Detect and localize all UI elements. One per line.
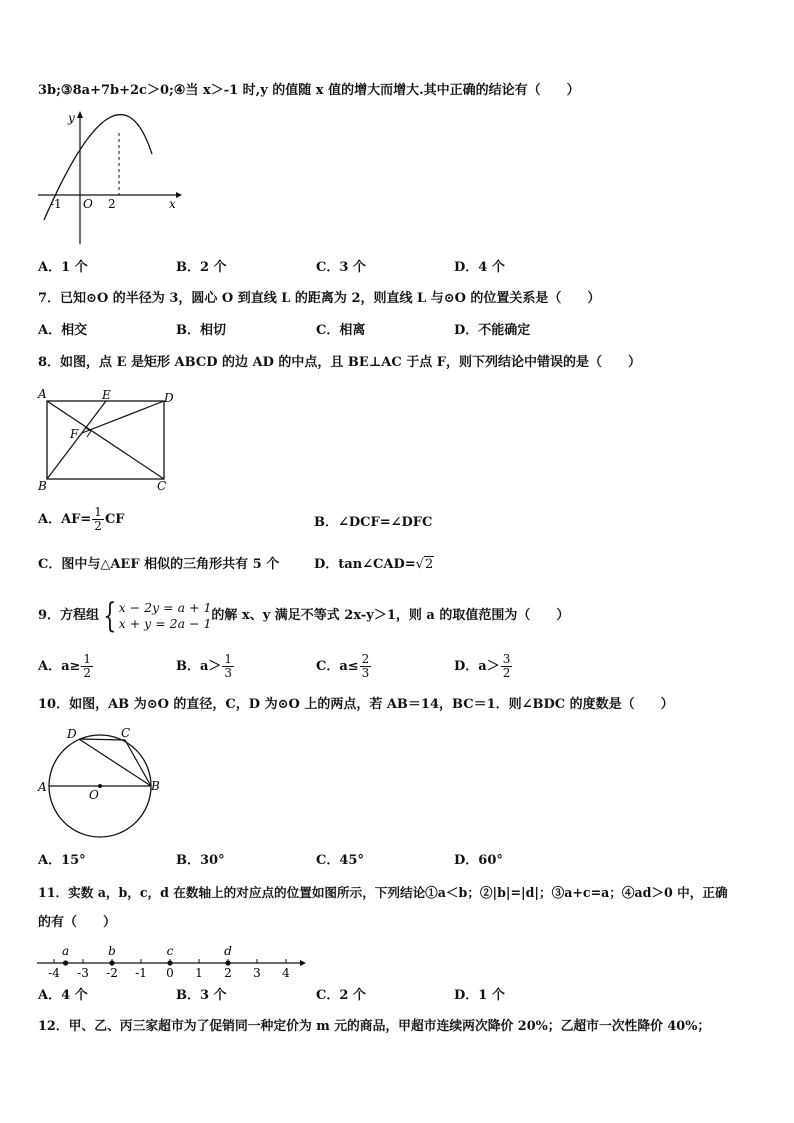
label-c: C [121, 726, 131, 740]
q8-option-c: C．图中与△AEF 相似的三角形共有 5 个 [38, 557, 280, 572]
number-line-tick-label: -4 [48, 966, 60, 980]
number-line-tick-label: -2 [106, 966, 118, 980]
q7-option-c: C．相离 [316, 323, 366, 338]
x-axis-arrow [176, 192, 182, 198]
label-e: E [102, 388, 111, 402]
neg1-label: -1 [50, 197, 62, 211]
q6-option-b: B．2 个 [176, 260, 227, 275]
number-line-tick-label: -1 [135, 966, 147, 980]
q9-option-c: C．a≤ $\frac{2}{3}$ [316, 652, 370, 680]
number-line-point-label-c: c [166, 944, 174, 958]
number-line-point-c [167, 960, 172, 965]
q10-text: 10．如图，AB 为⊙O 的直径，C，D 为⊙O 上的两点，若 AB＝14，BC＝1．则∠BDC 的度数是（ ） [38, 697, 674, 712]
number-line-tick-label: 4 [282, 966, 290, 980]
number-line-point-label-d: d [224, 944, 232, 958]
q11-option-c: C．2 个 [316, 988, 366, 1003]
q9-text: 9．方程组 { x − 2y = a + 1 x + y = 2a − 1 的解 x、y 满足不等式 2x-y＞1，则 a 的取值范围为（ ） [38, 595, 570, 636]
chord-cb [125, 740, 151, 786]
q8-option-d: D．tan∠CAD=√2 [314, 557, 434, 572]
q9-option-b: B．a＞ $\frac{1}{3}$ [176, 652, 233, 680]
x-label: x [169, 197, 176, 211]
q6-parabola-graph [36, 108, 186, 248]
q8-rectangle-figure [36, 386, 176, 494]
label-b: B [38, 479, 47, 493]
q7-option-b: B．相切 [176, 323, 226, 338]
q6-text: 3b;③8a+7b+2c＞0;④当 x＞-1 时,y 的值随 x 值的增大而增大.其中正确的结论有（ ） [38, 83, 580, 98]
label-b: B [151, 779, 160, 793]
q8-text: 8．如图，点 E 是矩形 ABCD 的边 AD 的中点，且 BE⊥AC 于点 F，则下列结论中错误的是（ ） [38, 355, 642, 370]
q9-option-d: D．a＞ $\frac{3}{2}$ [454, 652, 511, 680]
q6-option-c: C．3 个 [316, 260, 366, 275]
q8-option-b: B．∠DCF=∠DFC [314, 515, 433, 530]
q9-eq1: x − 2y = a + 1 [118, 599, 212, 615]
chord-dc [79, 739, 125, 740]
label-a: A [38, 780, 47, 794]
label-f: F [70, 427, 79, 441]
number-line-tick-label: 2 [224, 966, 232, 980]
label-d: D [164, 391, 174, 405]
number-line-arrow [300, 960, 306, 966]
q6-option-d: D．4 个 [454, 260, 505, 275]
q6-option-a: A．1 个 [38, 260, 88, 275]
number-line-tick-label: 1 [195, 966, 203, 980]
chord-db [79, 739, 151, 786]
q11-number-line [34, 938, 309, 982]
number-line-point-label-b: b [108, 944, 116, 958]
q10-option-b: B．30° [176, 853, 225, 868]
number-line-point-b [109, 960, 114, 965]
q8-option-a: A．AF= $\frac{1}{2}$ CF [38, 505, 125, 533]
two-label: 2 [108, 197, 116, 211]
q9-eq2: x + y = 2a − 1 [118, 615, 212, 631]
q7-option-d: D．不能确定 [454, 323, 531, 338]
q11-option-b: B．3 个 [176, 988, 227, 1003]
q10-circle-figure [36, 723, 166, 843]
y-label: y [68, 111, 75, 125]
q10-option-d: D．60° [454, 853, 503, 868]
q12-text: 12．甲、乙、丙三家超市为了促销同一种定价为 m 元的商品，甲超市连续两次降价 20%；乙超市一次性降价 40%； [38, 1019, 711, 1034]
number-line-tick-label: 0 [166, 966, 174, 980]
q11-option-d: D．1 个 [454, 988, 505, 1003]
q9-option-a: A．a≥ $\frac{1}{2}$ [38, 652, 92, 680]
diagonal-ac [47, 401, 164, 479]
q11-text-line1: 11．实数 a，b，c，d 在数轴上的对应点的位置如图所示，下列结论①a＜b；②|b|=|d|；③a+c=a；④ad＞0 中，正确 [38, 885, 728, 900]
q11-option-a: A．4 个 [38, 988, 88, 1003]
q7-text: 7．已知⊙O 的半径为 3，圆心 O 到直线 L 的距离为 2，则直线 L 与⊙O 的位置关系是（ ） [38, 291, 601, 306]
number-line-tick-label: 3 [253, 966, 261, 980]
label-c: C [157, 479, 167, 493]
origin-label: O [83, 197, 93, 211]
q10-option-a: A．15° [38, 853, 86, 868]
q10-option-c: C．45° [316, 853, 364, 868]
number-line-point-d [225, 960, 230, 965]
label-o: O [89, 788, 99, 802]
label-a: A [38, 387, 47, 401]
number-line-point-label-a: a [62, 944, 70, 958]
y-axis-arrow [77, 111, 83, 118]
q7-option-a: A．相交 [38, 323, 88, 338]
label-d: D [67, 727, 77, 741]
number-line-point-a [63, 960, 68, 965]
q11-text-line2: 的有（ ） [38, 915, 117, 930]
number-line-tick-label: -3 [77, 966, 89, 980]
